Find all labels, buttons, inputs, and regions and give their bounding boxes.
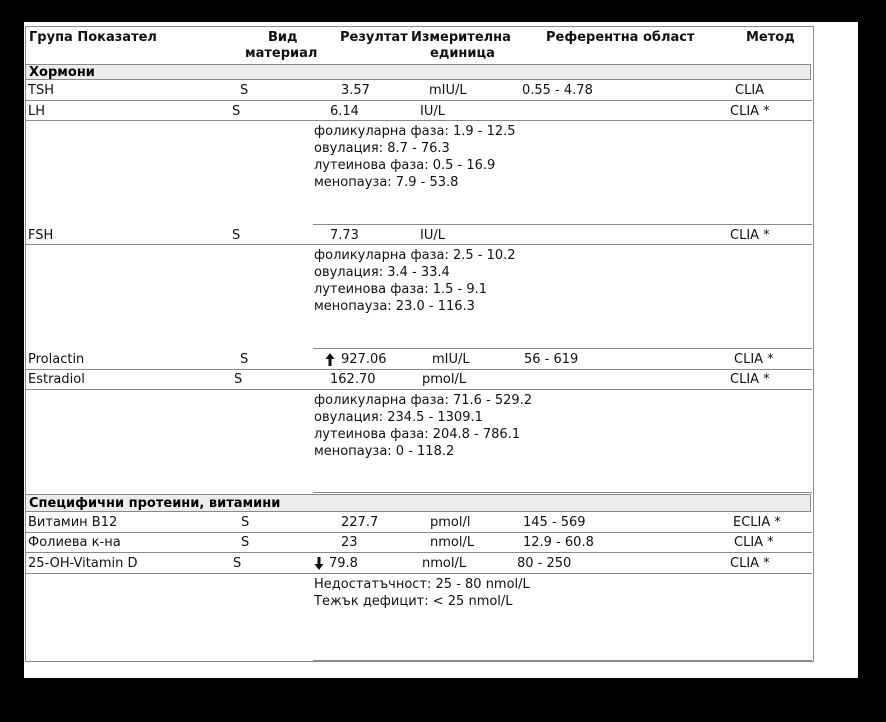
reference-note-line: лутеинова фаза: 204.8 - 786.1: [314, 427, 521, 442]
row-reference: 80 - 250: [517, 556, 572, 571]
arrow-down-icon: [314, 557, 324, 570]
row-method: CLIA *: [730, 556, 770, 571]
lab-report-sheet: [24, 22, 858, 678]
reference-note-line: менопауза: 0 - 118.2: [314, 444, 455, 459]
row-result: 7.73: [330, 228, 359, 243]
row-unit: mIU/L: [432, 352, 470, 367]
row-result: 6.14: [330, 104, 359, 119]
row-divider: [25, 573, 812, 574]
row-method: CLIA *: [730, 104, 770, 119]
col-header-material-1: Вид: [268, 30, 298, 45]
row-name: LH: [28, 104, 46, 119]
row-material: S: [232, 104, 241, 119]
row-reference: 56 - 619: [524, 352, 579, 367]
row-name: Estradiol: [28, 372, 85, 387]
col-header-unit-1: Измерителна: [411, 30, 511, 45]
row-name: Prolactin: [28, 352, 85, 367]
row-material: S: [241, 515, 250, 530]
row-method: CLIA *: [734, 352, 774, 367]
row-reference: 12.9 - 60.8: [523, 535, 594, 550]
row-material: S: [234, 372, 243, 387]
group-title: Хормони: [29, 65, 95, 80]
note-divider: [313, 492, 812, 493]
row-method: CLIA: [735, 83, 765, 98]
row-divider: [25, 532, 812, 533]
reference-note-line: овулация: 3.4 - 33.4: [314, 265, 450, 280]
col-header-group: Група Показател: [29, 30, 157, 45]
row-material: S: [233, 556, 242, 571]
reference-note-line: Недостатъчност: 25 - 80 nmol/L: [314, 577, 530, 592]
row-method: CLIA *: [730, 372, 770, 387]
reference-note-line: менопауза: 23.0 - 116.3: [314, 299, 475, 314]
row-result: 79.8: [329, 556, 358, 571]
row-name: FSH: [28, 228, 54, 243]
row-divider: [25, 389, 812, 390]
reference-note-line: фоликуларна фаза: 2.5 - 10.2: [314, 248, 516, 263]
row-result: 162.70: [330, 372, 376, 387]
row-unit: mIU/L: [429, 83, 467, 98]
row-unit: IU/L: [420, 104, 445, 119]
arrow-up-icon: [325, 353, 335, 366]
reference-note-line: овулация: 8.7 - 76.3: [314, 141, 450, 156]
row-reference: 145 - 569: [523, 515, 586, 530]
row-unit: IU/L: [420, 228, 445, 243]
row-material: S: [240, 352, 249, 367]
report-table-frame: [25, 26, 814, 662]
reference-note-line: фоликуларна фаза: 71.6 - 529.2: [314, 393, 533, 408]
row-divider: [25, 120, 812, 121]
row-unit: nmol/L: [422, 556, 467, 571]
reference-note-line: лутеинова фаза: 1.5 - 9.1: [314, 282, 488, 297]
row-name: TSH: [28, 83, 54, 98]
row-material: S: [232, 228, 241, 243]
group-header-hormones: [25, 64, 811, 80]
note-divider: [313, 224, 812, 225]
col-header-reference: Референтна област: [546, 30, 695, 45]
note-divider: [313, 348, 812, 349]
row-divider: [25, 552, 812, 553]
row-divider: [25, 369, 812, 370]
row-name: Витамин В12: [28, 515, 118, 530]
reference-note-line: лутеинова фаза: 0.5 - 16.9: [314, 158, 496, 173]
row-method: CLIA *: [734, 535, 774, 550]
row-material: S: [241, 535, 250, 550]
row-name: 25-OH-Vitamin D: [28, 556, 138, 571]
row-unit: nmol/L: [430, 535, 475, 550]
reference-note-line: менопауза: 7.9 - 53.8: [314, 175, 459, 190]
row-result: 3.57: [341, 83, 370, 98]
reference-note-line: Тежък дефицит: < 25 nmol/L: [314, 594, 513, 609]
row-divider: [25, 100, 812, 101]
row-result: 227.7: [341, 515, 379, 530]
row-result: 927.06: [341, 352, 387, 367]
row-result: 23: [341, 535, 358, 550]
note-divider: [313, 660, 812, 661]
row-method: ECLIA *: [733, 515, 781, 530]
row-unit: pmol/L: [422, 372, 467, 387]
row-reference: 0.55 - 4.78: [522, 83, 593, 98]
row-method: CLIA *: [730, 228, 770, 243]
group-title: Специфични протеини, витамини: [29, 496, 281, 511]
col-header-unit-2: единица: [430, 46, 495, 61]
col-header-material-2: материал: [245, 46, 318, 61]
group-header-proteins: [25, 494, 811, 512]
reference-note-line: овулация: 234.5 - 1309.1: [314, 410, 483, 425]
row-unit: pmol/l: [430, 515, 471, 530]
row-name: Фолиева к-на: [28, 535, 121, 550]
row-material: S: [240, 83, 249, 98]
row-divider: [25, 244, 812, 245]
col-header-result: Резултат: [340, 30, 408, 45]
reference-note-line: фоликуларна фаза: 1.9 - 12.5: [314, 124, 516, 139]
col-header-method: Метод: [746, 30, 795, 45]
